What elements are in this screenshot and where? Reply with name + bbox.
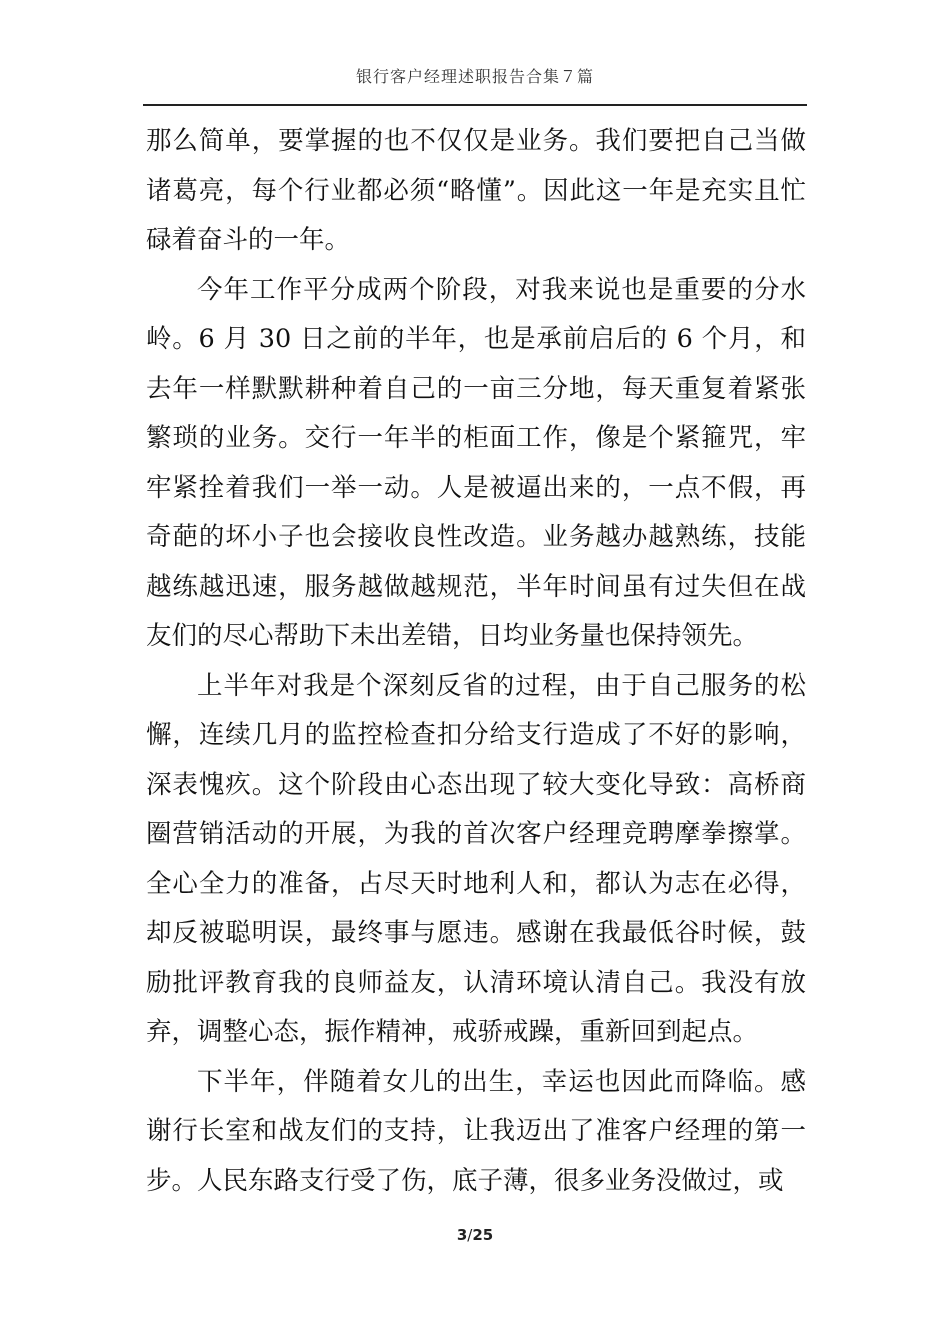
paragraph-second-half: 下半年，伴随着女儿的出生，幸运也因此而降临。感谢行长室和战友们的支持，让我迈出了准客户经理的第一步。人民东路支行受了伤，底子薄，很多业务没做过，或	[146, 1066, 806, 1196]
page-separator: /	[467, 1226, 473, 1244]
paragraph-first-half-reflection: 上半年对我是个深刻反省的过程，由于自己服务的松懈，连续几月的监控检查扣分给支行造成了不好的影响，深表愧疚。这个阶段由心态出现了较大变化导致：高桥商圈营销活动的开展，为我的首次客户经理竞聘摩拳擦掌。全心全力的准备，占尽天时地利人和，都认为志在必得，却反被聪明误，最终事与愿违。感谢在我最低谷时候，鼓励批评教育我的良师益友，认清环境认清自己。我没有放弃，调整心态，振作精神，戒骄戒躁，重新回到起点。	[146, 670, 806, 1047]
paragraph-two-phases: 今年工作平分成两个阶段，对我来说也是重要的分水岭。6 月 30 日之前的半年，也是承前启后的 6 个月，和去年一样默默耕种着自己的一亩三分地，每天重复着紧张繁琐的业务。交行一年半的柜面工作，像是个紧箍咒，牢牢紧拴着我们一举一动。人是被逼出来的，一点不假，再奇葩的坏小子也会接收良性改造。业务越办越熟练，技能越练越迅速，服务越做越规范，半年时间虽有过失但在战友们的尽心帮助下未出差错，日均业务量也保持领先。	[146, 274, 806, 651]
current-page-number: 3	[456, 1226, 468, 1244]
page-header: 银行客户经理述职报告合集７篇	[355, 67, 594, 86]
page-number	[0, 1226, 950, 1244]
paragraph-continued: 那么简单，要掌握的也不仅仅是业务。我们要把自己当做诸葛亮，每个行业都必须“略懂”。因此这一年是充实且忙碌着奋斗的一年。	[146, 126, 806, 255]
total-page-count: 25	[472, 1226, 494, 1244]
header-divider	[143, 104, 807, 106]
document-body	[146, 117, 806, 1206]
